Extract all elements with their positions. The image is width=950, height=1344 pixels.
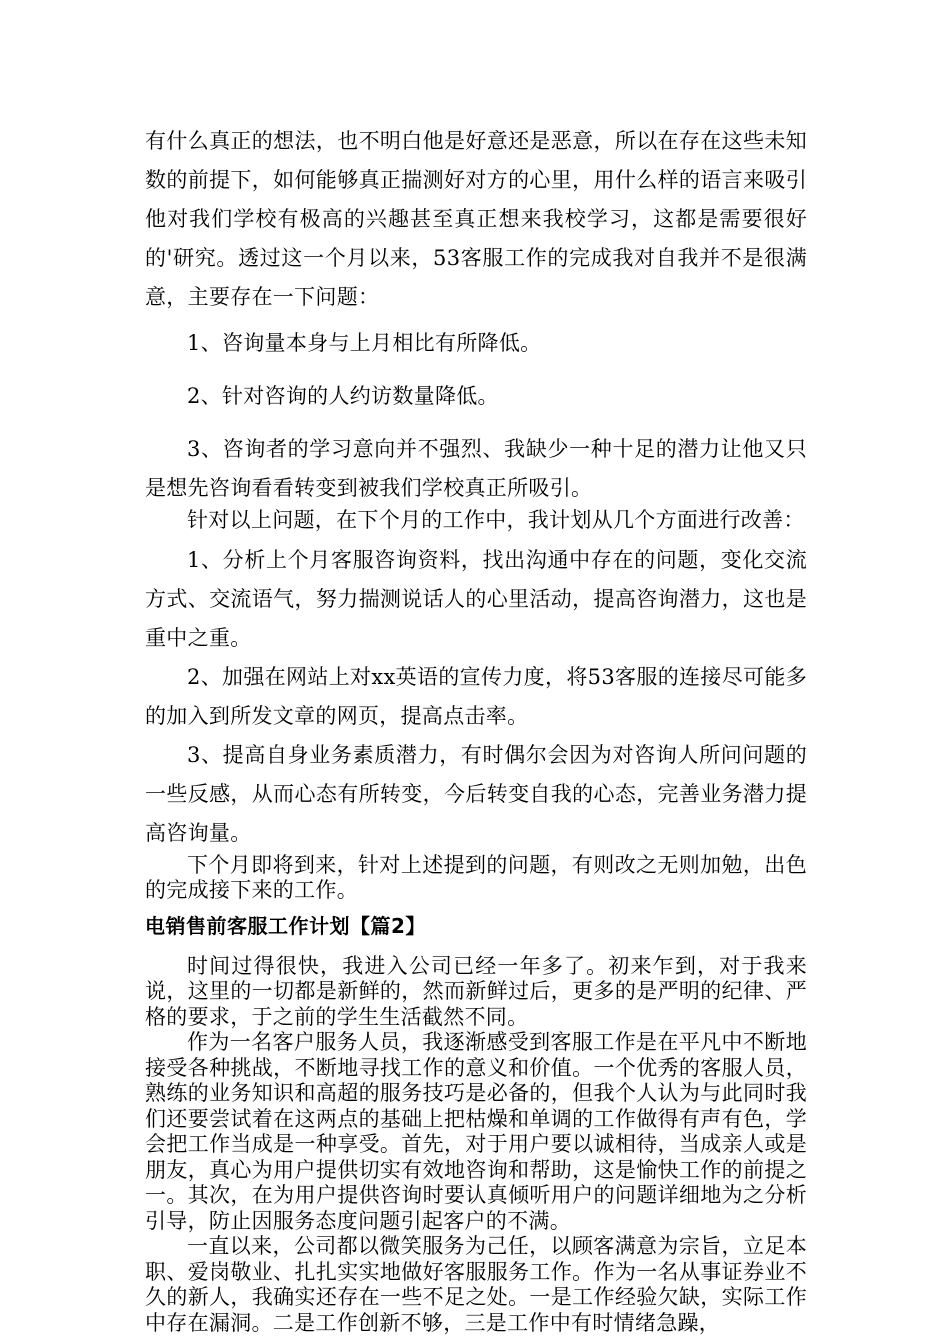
plan-item-2: 2、加强在网站上对xx英语的宣传力度，将53客服的连接尽可能多的加入到所发文章的网页，提高点击率。 [145,664,807,728]
document-page [145,122,807,1336]
section2-paragraph-2: 作为一名客户服务人员，我逐渐感受到客服工作是在平凡中不断地接受各种挑战，不断地寻找工作的意义和价值。一个优秀的客服人员，熟练的业务知识和高超的服务技巧是必备的，但我个人认为与此同时我们还要尝试着在这两点的基础上把枯燥和单调的工作做得有声有色，学会把工作当成是一种享受。首先，对于用户要以诚相待，当成亲人或是朋友，真心为用户提供切实有效地咨询和帮助，这是愉快工作的前提之一。其次，在为用户提供咨询时要认真倾听用户的问题详细地为之分析引导，防止因服务态度问题引起客户的不满。 [145,1030,807,1233]
plan-item-3: 3、提高自身业务素质潜力，有时偶尔会因为对咨询人所问问题的一些反感，从而心态有所转变，今后转变自我的心态，完善业务潜力提高咨询量。 [145,742,807,845]
section2-paragraph-3: 一直以来，公司都以微笑服务为己任，以顾客满意为宗旨，立足本职、爱岗敬业、扎扎实实地做好客服服务工作。作为一名从事证券业不久的新人，我确实还存在一些不足之处。一是工作经验欠缺，实际工作中存在漏洞。二是工作创新不够，三是工作中有时情绪急躁， [145,1234,807,1335]
intro-paragraph: 有什么真正的想法，也不明白他是好意还是恶意，所以在存在这些未知数的前提下，如何能够真正揣测好对方的心里，用什么样的语言来吸引他对我们学校有极高的兴趣甚至真正想来我校学习，这都是需要很好的'研究。透过这一个月以来，53客服工作的完成我对自我并不是很满意，主要存在一下问题： [145,129,807,309]
problem-item-2: 2、针对咨询的人约访数量降低。 [187,384,499,408]
plan-item-1: 1、分析上个月客服咨询资料，找出沟通中存在的问题，变化交流方式、交流语气，努力揣测说话人的心里活动，提高咨询潜力，这也是重中之重。 [145,547,807,650]
closing-paragraph: 下个月即将到来，针对上述提到的问题，有则改之无则加勉，出色的完成接下来的工作。 [145,852,807,902]
problem-item-3: 3、咨询者的学习意向并不强烈、我缺少一种十足的潜力让他又只是想先咨询看看转变到被我们学校真正所吸引。 [145,437,807,500]
problem-item-1: 1、咨询量本身与上月相比有所降低。 [187,331,542,355]
section-heading: 电销售前客服工作计划【篇2】 [145,913,426,938]
plan-intro-paragraph: 针对以上问题，在下个月的工作中，我计划从几个方面进行改善： [187,508,805,532]
section2-paragraph-1: 时间过得很快，我进入公司已经一年多了。初来乍到，对于我来说，这里的一切都是新鲜的，然而新鲜过后，更多的是严明的纪律、严格的要求，于之前的学生生活截然不同。 [145,953,807,1029]
